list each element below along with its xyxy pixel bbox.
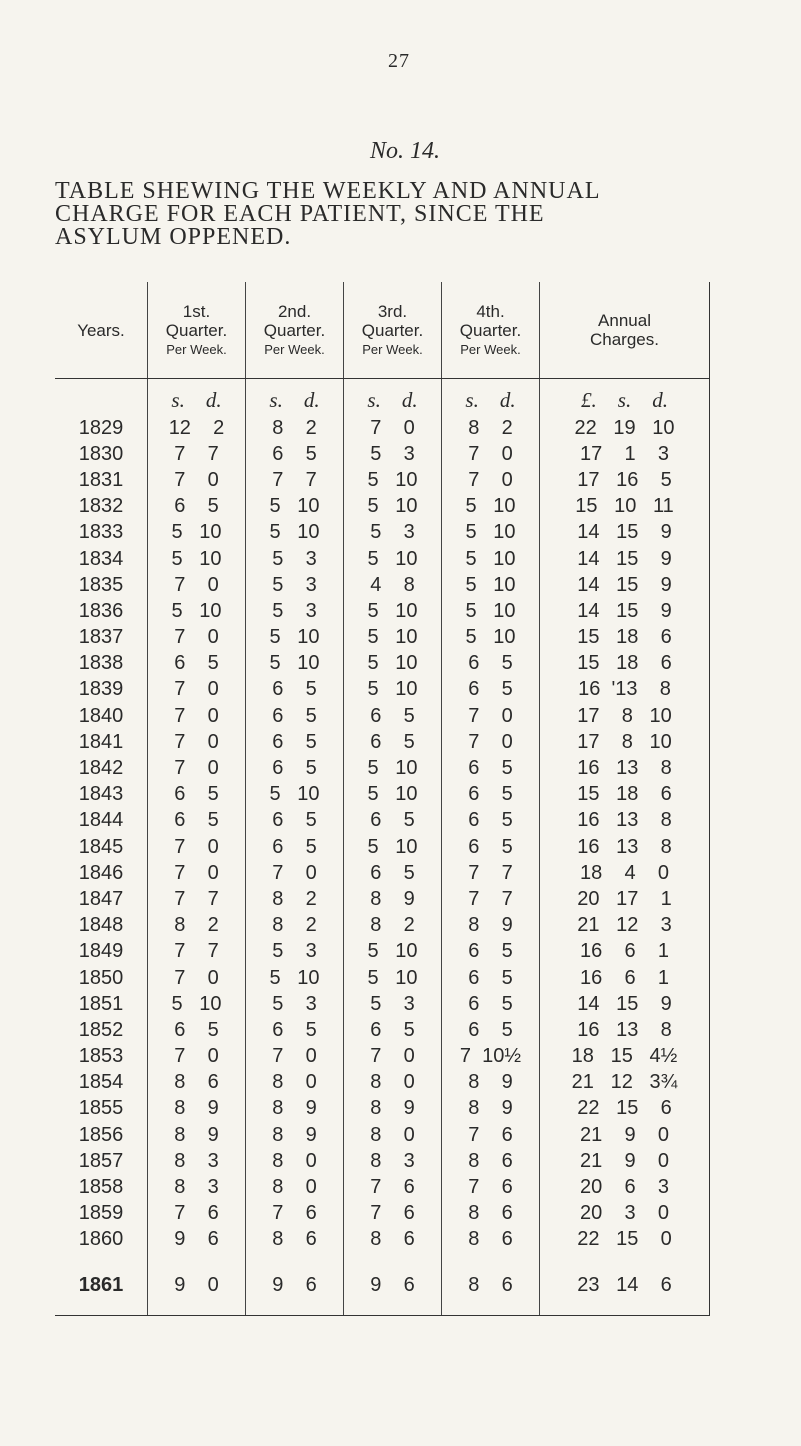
cell-annual: 17 8 10 (540, 703, 710, 729)
cell-q1: 8 9 (148, 1122, 246, 1148)
cell-q1: 6 5 (148, 494, 246, 520)
cell-q3: 5 10 (344, 598, 442, 624)
cell-q4: 6 5 (442, 939, 540, 965)
cell-q3: 5 10 (344, 546, 442, 572)
header-q1: 1st. Quarter. Per Week. (148, 282, 246, 379)
table-row (55, 494, 710, 520)
cell-q3: 5 10 (344, 651, 442, 677)
cell-q2: 7 0 (246, 1044, 344, 1070)
cell-q1: 7 0 (148, 834, 246, 860)
cell-year: 1833 (78, 521, 124, 544)
cell-q2: 5 10 (246, 651, 344, 677)
table-row (55, 677, 710, 703)
cell-q1: 8 3 (148, 1148, 246, 1174)
cell-year: 1853 (78, 1045, 124, 1068)
cell-year: 1852 (78, 1018, 124, 1041)
cell-q2: 5 3 (246, 991, 344, 1017)
cell-q4: 7 6 (442, 1122, 540, 1148)
cell-q4: 5 10 (442, 625, 540, 651)
cell-q4: 8 9 (442, 1070, 540, 1096)
cell-q4: 5 10 (442, 546, 540, 572)
cell-annual: 21 9 0 (540, 1148, 710, 1174)
unit-annual: £. s. d. (540, 379, 710, 416)
cell-q4: 8 6 (442, 1201, 540, 1227)
cell-year: 1830 (78, 442, 124, 465)
cell-q2: 8 6 (246, 1227, 344, 1253)
cell-q3: 8 6 (344, 1227, 442, 1253)
cell-q1: 5 10 (148, 546, 246, 572)
table-row (55, 572, 710, 598)
cell-q4: 6 5 (442, 991, 540, 1017)
cell-q2: 8 0 (246, 1174, 344, 1200)
cell-q3: 8 9 (344, 1096, 442, 1122)
cell-annual: 20 17 1 (540, 886, 710, 912)
cell-q4: 8 6 (442, 1148, 540, 1174)
cell-annual: 14 15 9 (540, 598, 710, 624)
cell-q3: 8 9 (344, 886, 442, 912)
cell-q1: 5 10 (148, 991, 246, 1017)
cell-year: 1845 (78, 835, 124, 858)
cell-year: 1855 (78, 1097, 124, 1120)
table-row (55, 1070, 710, 1096)
unit-q2: s. d. (246, 379, 344, 416)
cell-q3: 6 5 (344, 703, 442, 729)
cell-year: 1834 (78, 547, 124, 570)
cell-q1: 7 0 (148, 703, 246, 729)
cell-q1: 5 10 (148, 598, 246, 624)
cell-q1: 6 5 (148, 808, 246, 834)
cell-year: 1836 (78, 599, 124, 622)
cell-q4: 6 5 (442, 965, 540, 991)
cell-q2: 8 2 (246, 415, 344, 441)
table-row (55, 1017, 710, 1043)
cell-q1: 7 0 (148, 677, 246, 703)
cell-q2: 5 3 (246, 939, 344, 965)
unit-q4: s. d. (442, 379, 540, 416)
cell-q2: 5 3 (246, 598, 344, 624)
table-row (55, 939, 710, 965)
cell-q3: 8 3 (344, 1148, 442, 1174)
cell-q3: 6 5 (344, 808, 442, 834)
cell-year: 1860 (78, 1228, 124, 1251)
cell-q1: 7 0 (148, 625, 246, 651)
cell-annual: 14 15 9 (540, 546, 710, 572)
cell-q1: 7 0 (148, 729, 246, 755)
table-row (55, 415, 710, 441)
table-row (55, 991, 710, 1017)
cell-q4: 6 5 (442, 755, 540, 781)
cell-q2: 7 0 (246, 860, 344, 886)
document-number: No. 14. (370, 138, 441, 164)
cell-annual: 21 12 3¾ (540, 1070, 710, 1096)
cell-annual: 14 15 9 (540, 991, 710, 1017)
title-line-2: CHARGE FOR EACH PATIENT, SINCE THE (55, 201, 545, 227)
cell-annual: 15 18 6 (540, 625, 710, 651)
cell-q2: 5 10 (246, 965, 344, 991)
cell-q1: 7 7 (148, 886, 246, 912)
cell-annual: 14 15 9 (540, 520, 710, 546)
cell-q3: 8 0 (344, 1070, 442, 1096)
cell-year: 1829 (78, 416, 124, 439)
cell-annual: 15 18 6 (540, 782, 710, 808)
cell-year: 1840 (78, 704, 124, 727)
cell-q4: 7 7 (442, 860, 540, 886)
header-row (55, 282, 710, 379)
cell-year: 1839 (78, 678, 124, 701)
cell-q4: 6 5 (442, 1017, 540, 1043)
cell-year: 1858 (78, 1176, 124, 1199)
table-row (55, 703, 710, 729)
cell-annual: 15 10 11 (540, 494, 710, 520)
cell-q2: 5 3 (246, 572, 344, 598)
cell-q3: 5 10 (344, 625, 442, 651)
cell-q3: 5 10 (344, 965, 442, 991)
table-bottom-rule (55, 1303, 710, 1316)
cell-q1: 6 5 (148, 651, 246, 677)
title-line-1: TABLE SHEWING THE WEEKLY AND ANNUAL (55, 178, 601, 204)
cell-q3: 5 10 (344, 834, 442, 860)
cell-q3: 5 10 (344, 755, 442, 781)
cell-q3: 6 5 (344, 1017, 442, 1043)
cell-q4: 6 5 (442, 808, 540, 834)
table-row (55, 1148, 710, 1174)
cell-q2: 5 10 (246, 520, 344, 546)
cell-q1: 7 6 (148, 1201, 246, 1227)
cell-year: 1847 (78, 887, 124, 910)
cell-q1: 12 2 (148, 415, 246, 441)
table-row (55, 834, 710, 860)
cell-q4: 7 0 (442, 441, 540, 467)
cell-q4: 6 5 (442, 677, 540, 703)
cell-year: 1848 (78, 914, 124, 937)
table-row (55, 1122, 710, 1148)
header-q3: 3rd. Quarter. Per Week. (344, 282, 442, 379)
cell-q2: 8 2 (246, 913, 344, 939)
cell-annual: 22 19 10 (540, 415, 710, 441)
table-row (55, 1253, 710, 1303)
cell-year: 1832 (78, 495, 124, 518)
cell-q4: 5 10 (442, 520, 540, 546)
cell-q3: 9 6 (344, 1253, 442, 1303)
cell-q2: 5 3 (246, 546, 344, 572)
cell-q4: 5 10 (442, 572, 540, 598)
cell-q3: 5 10 (344, 677, 442, 703)
cell-q3: 6 5 (344, 860, 442, 886)
cell-q2: 6 5 (246, 441, 344, 467)
cell-year: 1859 (78, 1202, 124, 1225)
table-row (55, 546, 710, 572)
table-row (55, 965, 710, 991)
cell-q2: 6 5 (246, 729, 344, 755)
document-title (55, 180, 775, 249)
cell-q3: 7 6 (344, 1174, 442, 1200)
table-row (55, 1044, 710, 1070)
cell-year: 1851 (78, 992, 124, 1015)
cell-year: 1849 (78, 940, 124, 963)
header-q4: 4th. Quarter. Per Week. (442, 282, 540, 379)
table-row (55, 755, 710, 781)
cell-q2: 7 7 (246, 467, 344, 493)
cell-q1: 6 5 (148, 1017, 246, 1043)
cell-q3: 5 10 (344, 467, 442, 493)
table-row (55, 913, 710, 939)
cell-year: 1838 (78, 652, 124, 675)
units-row (55, 379, 710, 416)
cell-annual: 16 13 8 (540, 834, 710, 860)
cell-q1: 7 0 (148, 572, 246, 598)
table-row (55, 651, 710, 677)
cell-annual: 20 3 0 (540, 1201, 710, 1227)
cell-q4: 8 6 (442, 1227, 540, 1253)
cell-q4: 7 0 (442, 467, 540, 493)
cell-annual: 16 13 8 (540, 1017, 710, 1043)
cell-q2: 5 10 (246, 625, 344, 651)
table-row (55, 808, 710, 834)
cell-annual: 17 1 3 (540, 441, 710, 467)
page-number: 27 (388, 50, 410, 72)
cell-annual: 15 18 6 (540, 651, 710, 677)
cell-annual: 18 15 4½ (540, 1044, 710, 1070)
table-row (55, 729, 710, 755)
cell-q3: 6 5 (344, 729, 442, 755)
cell-q3: 8 2 (344, 913, 442, 939)
cell-q2: 6 5 (246, 755, 344, 781)
table-row (55, 598, 710, 624)
cell-q2: 8 9 (246, 1122, 344, 1148)
table-row (55, 782, 710, 808)
cell-year: 1831 (78, 468, 124, 491)
cell-year: 1850 (78, 966, 124, 989)
cell-q1: 9 6 (148, 1227, 246, 1253)
cell-year: 1841 (78, 730, 124, 753)
cell-q1: 5 10 (148, 520, 246, 546)
cell-q4: 7 7 (442, 886, 540, 912)
cell-q3: 5 3 (344, 441, 442, 467)
cell-year: 1844 (78, 809, 124, 832)
cell-q2: 6 5 (246, 808, 344, 834)
cell-annual: 16 '13 8 (540, 677, 710, 703)
cell-q2: 6 5 (246, 834, 344, 860)
cell-q2: 8 0 (246, 1070, 344, 1096)
table-row (55, 625, 710, 651)
cell-q3: 5 10 (344, 782, 442, 808)
cell-q1: 9 0 (148, 1253, 246, 1303)
cell-q2: 9 6 (246, 1253, 344, 1303)
cell-annual: 20 6 3 (540, 1174, 710, 1200)
cell-q4: 7 0 (442, 703, 540, 729)
cell-q4: 7 0 (442, 729, 540, 755)
cell-q4: 8 9 (442, 1096, 540, 1122)
unit-q1: s. d. (148, 379, 246, 416)
cell-q1: 7 0 (148, 1044, 246, 1070)
cell-q4: 5 10 (442, 598, 540, 624)
table-row (55, 886, 710, 912)
cell-q3: 5 3 (344, 520, 442, 546)
cell-annual: 23 14 6 (540, 1253, 710, 1303)
unit-q3: s. d. (344, 379, 442, 416)
cell-q2: 8 2 (246, 886, 344, 912)
cell-annual: 21 12 3 (540, 913, 710, 939)
cell-annual: 17 8 10 (540, 729, 710, 755)
table-row (55, 1096, 710, 1122)
cell-q2: 5 10 (246, 494, 344, 520)
cell-year: 1837 (78, 626, 124, 649)
cell-annual: 14 15 9 (540, 572, 710, 598)
cell-q3: 5 10 (344, 939, 442, 965)
cell-q1: 7 7 (148, 939, 246, 965)
cell-q1: 8 9 (148, 1096, 246, 1122)
cell-q2: 6 5 (246, 703, 344, 729)
cell-q3: 5 3 (344, 991, 442, 1017)
title-line-3: ASYLUM OPPENED. (55, 224, 292, 250)
cell-q2: 8 9 (246, 1096, 344, 1122)
cell-q4: 6 5 (442, 651, 540, 677)
header-years: Years. (55, 282, 148, 379)
cell-annual: 21 9 0 (540, 1122, 710, 1148)
header-q2: 2nd. Quarter. Per Week. (246, 282, 344, 379)
table-row (55, 1227, 710, 1253)
cell-year: 1861 (78, 1274, 124, 1296)
cell-q1: 8 3 (148, 1174, 246, 1200)
cell-q4: 7 10½ (442, 1044, 540, 1070)
cell-q3: 5 10 (344, 494, 442, 520)
cell-q4: 6 5 (442, 834, 540, 860)
cell-q4: 8 9 (442, 913, 540, 939)
cell-q4: 8 2 (442, 415, 540, 441)
cell-q1: 8 2 (148, 913, 246, 939)
cell-annual: 17 16 5 (540, 467, 710, 493)
cell-q1: 8 6 (148, 1070, 246, 1096)
table-row (55, 520, 710, 546)
cell-q2: 5 10 (246, 782, 344, 808)
cell-q1: 7 0 (148, 965, 246, 991)
cell-year: 1835 (78, 573, 124, 596)
cell-q1: 7 0 (148, 860, 246, 886)
cell-annual: 16 13 8 (540, 755, 710, 781)
cell-q3: 7 6 (344, 1201, 442, 1227)
cell-annual: 18 4 0 (540, 860, 710, 886)
header-annual: Annual Charges. (540, 282, 710, 379)
cell-q1: 7 0 (148, 467, 246, 493)
charges-table (55, 282, 710, 1316)
table-row (55, 467, 710, 493)
table-row (55, 1201, 710, 1227)
cell-annual: 16 6 1 (540, 939, 710, 965)
cell-q2: 8 0 (246, 1148, 344, 1174)
cell-q4: 5 10 (442, 494, 540, 520)
cell-q3: 8 0 (344, 1122, 442, 1148)
cell-q2: 6 5 (246, 1017, 344, 1043)
cell-q4: 7 6 (442, 1174, 540, 1200)
cell-year: 1846 (78, 861, 124, 884)
cell-year: 1857 (78, 1149, 124, 1172)
table-row (55, 441, 710, 467)
cell-q2: 6 5 (246, 677, 344, 703)
cell-annual: 22 15 6 (540, 1096, 710, 1122)
cell-q3: 7 0 (344, 1044, 442, 1070)
cell-year: 1854 (78, 1071, 124, 1094)
cell-q3: 7 0 (344, 415, 442, 441)
cell-q1: 7 7 (148, 441, 246, 467)
cell-annual: 22 15 0 (540, 1227, 710, 1253)
cell-year: 1842 (78, 757, 124, 780)
cell-annual: 16 13 8 (540, 808, 710, 834)
cell-q4: 6 5 (442, 782, 540, 808)
cell-annual: 16 6 1 (540, 965, 710, 991)
table-row (55, 1174, 710, 1200)
table-row (55, 860, 710, 886)
cell-year: 1843 (78, 783, 124, 806)
cell-q1: 7 0 (148, 755, 246, 781)
cell-q2: 7 6 (246, 1201, 344, 1227)
cell-q1: 6 5 (148, 782, 246, 808)
cell-q3: 4 8 (344, 572, 442, 598)
cell-q4: 8 6 (442, 1253, 540, 1303)
cell-year: 1856 (78, 1123, 124, 1146)
